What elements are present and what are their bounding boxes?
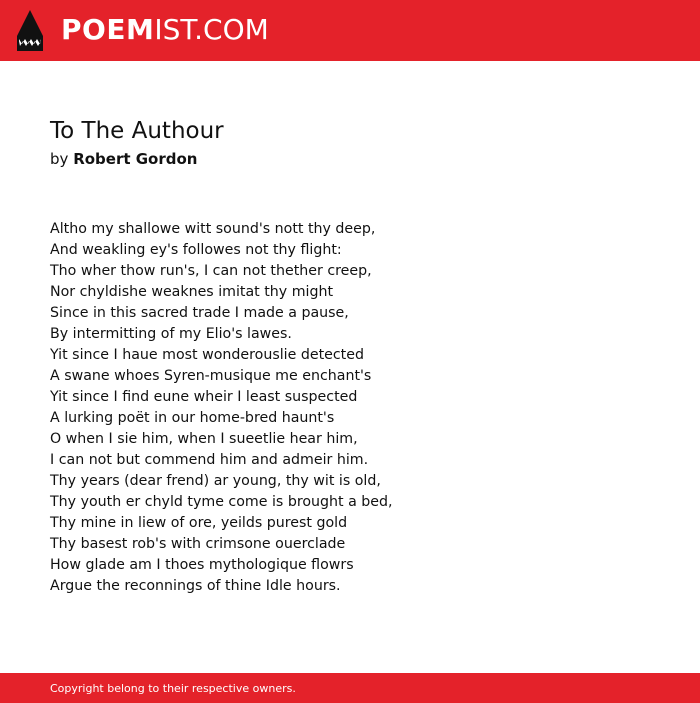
poem-line: Since in this sacred trade I made a pause, [50,305,349,321]
poem-line: O when I sie him, when I sueetlie hear him, [50,431,358,447]
poem-line: How glade am I thoes mythologique flowrs [50,557,354,573]
poem-line: Nor chyldishe weaknes imitat thy might [50,284,334,300]
site-logo-link[interactable] [61,12,269,48]
site-footer [0,673,700,703]
poem-line: A lurking poët in our home-bred haunt's [50,410,335,426]
poem-line: By intermitting of my Elio's lawes. [50,326,292,342]
poem-line: I can not but commend him and admeir him. [50,452,369,468]
poem-line: Thy years (dear frend) ar young, thy wit is old, [50,473,381,489]
poem-line: Tho wher thow run's, I can not thether creep, [50,263,372,279]
copyright-text: Copyright belong to their respective owners. [50,682,296,695]
poem-line: Thy mine in liew of ore, yeilds purest gold [50,515,348,531]
brand-bold-text: POEM [61,13,155,46]
pencil-tip-icon[interactable] [17,10,43,51]
byline [50,149,650,170]
page-title: To The Authour [50,118,224,144]
by-prefix: by [50,150,69,168]
poem-line: Yit since I haue most wonderouslie detected [50,347,364,363]
poem-line: Yit since I find eune wheir I least suspected [50,389,358,405]
poem-line: Altho my shallowe witt sound's nott thy deep, [50,221,376,237]
poem-header [50,115,650,170]
poem-line: Thy basest rob's with crimsone ouerclade [50,536,346,552]
poem-line: A swane whoes Syren-musique me enchant's [50,368,372,384]
poem-line: Argue the reconnings of thine Idle hours. [50,578,341,594]
brand-light-text: IST.COM [154,13,269,46]
poem-line: Thy youth er chyld tyme come is brought a bed, [50,494,393,510]
poem-line: And weakling ey's followes not thy flight: [50,242,342,258]
author-link[interactable]: Robert Gordon [73,150,198,168]
poem-body [50,219,650,597]
site-header [0,0,700,61]
